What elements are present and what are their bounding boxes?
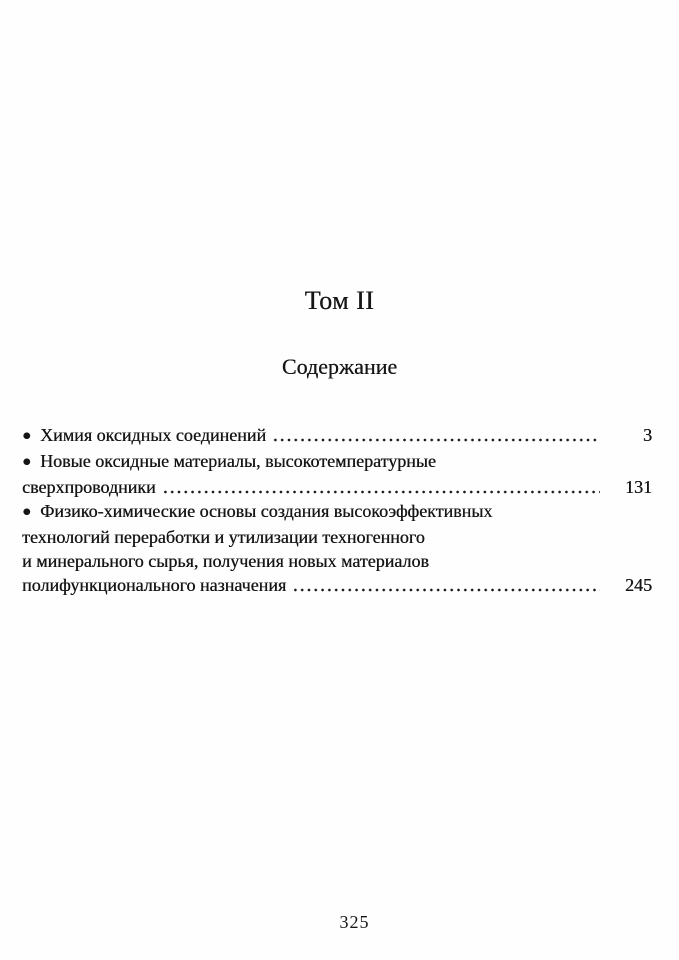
toc-page-number: 245 [625,575,652,595]
toc-line [22,449,652,475]
toc-line [22,499,652,525]
toc-line [22,423,652,449]
toc-entry [22,499,652,597]
toc-line [22,475,652,499]
dot-leader [292,588,600,592]
table-of-contents [22,423,652,597]
toc-page-number: 131 [625,477,652,497]
toc-entry [22,449,652,499]
toc-entry-title: Новые оксидные материалы, высокотемпературные [40,451,436,471]
toc-entry-title: Химия оксидных соединений [40,425,267,445]
toc-entry-title-continued: полифункционального назначения [22,575,287,595]
volume-title: Том II [304,286,375,315]
bullet-icon: ● [22,504,32,520]
toc-entry-title-continued: и минерального сырья, получения новых материалов [22,551,429,571]
toc-entry-title: Физико-химические основы создания высокоэффективных [40,501,493,521]
bullet-icon: ● [22,428,32,444]
page-number: 325 [339,912,370,932]
toc-line [22,573,652,597]
contents-heading: Содержание [281,354,398,379]
toc-line [22,549,652,573]
toc-entry [22,423,652,449]
toc-entry-title-continued: сверхпроводники [22,477,156,497]
toc-page-number: 3 [643,425,652,445]
dot-leader [162,490,600,494]
dot-leader [272,438,600,442]
bullet-icon: ● [22,454,32,470]
toc-entry-title-continued: технологий переработки и утилизации техногенного [22,527,425,547]
toc-line [22,525,652,549]
